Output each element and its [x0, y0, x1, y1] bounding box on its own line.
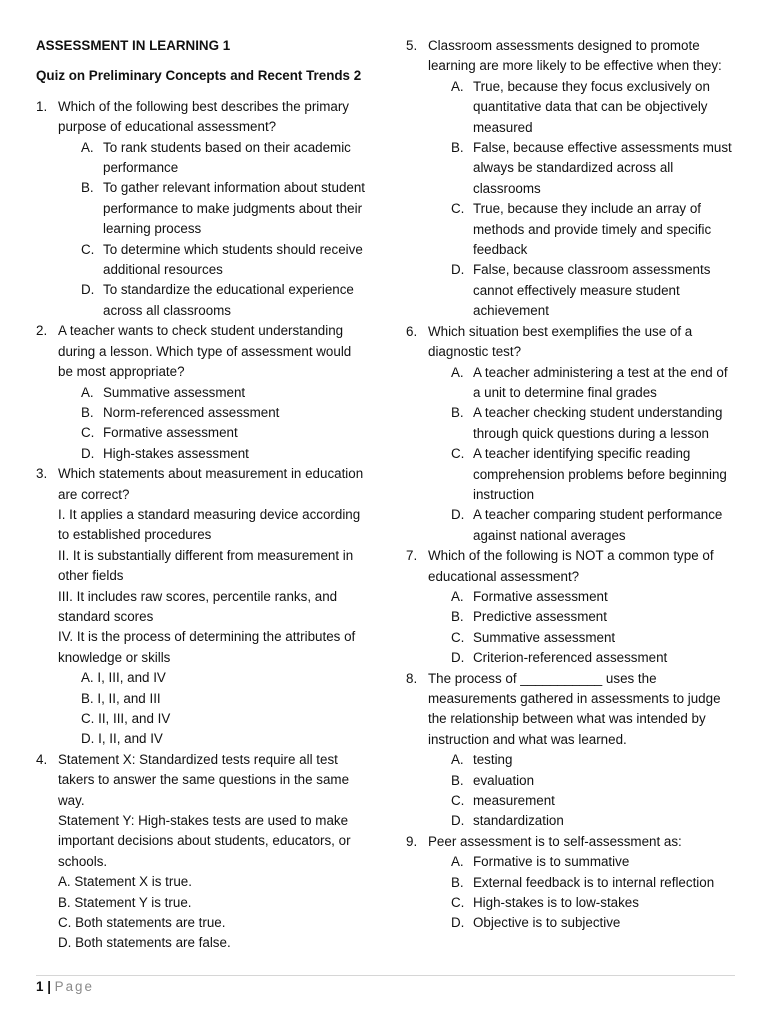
page-footer	[36, 977, 94, 997]
statement-4: IV. It is the process of determining the attributes of knowledge or skills	[58, 629, 356, 665]
question-text: Which of the following best describes the primary purpose of educational assessment?	[58, 98, 350, 135]
question-number: 9.	[406, 833, 418, 849]
question-7	[406, 546, 738, 668]
statement-1: I. It applies a standard measuring device according to established procedures	[58, 506, 361, 543]
statement-y: Statement Y: High-stakes tests are used to make important decisions about students, educators, or schools.	[58, 813, 351, 869]
statement-3: III. It includes raw scores, percentile ranks, and standard scores	[58, 588, 338, 624]
option-a: A. True, because they focus exclusively on quantitative data that can be objectively measured	[451, 78, 710, 135]
footer-separator: |	[47, 979, 51, 994]
option-d: D. False, because classroom assessments cannot effectively measure student achievement	[451, 262, 711, 319]
question-2	[36, 321, 366, 464]
question-text: A teacher wants to check student understanding during a lesson. Which type of assessment would be most appropriate?	[58, 323, 352, 380]
question-5	[406, 36, 738, 322]
option-list	[58, 383, 366, 465]
option-b: B. Statement Y is true.	[58, 894, 192, 910]
option-list	[58, 668, 366, 750]
question-text: Classroom assessments designed to promote learning are more likely to be effective when they:	[428, 38, 722, 74]
option-a: A. A teacher administering a test at the end of a unit to determine final grades	[451, 364, 728, 400]
option-c: C. True, because they include an array of methods and provide timely and specific feedback	[451, 201, 712, 258]
option-b: B. False, because effective assessments must always be standardized across all classrooms	[451, 140, 732, 196]
question-1	[36, 97, 366, 321]
option-list	[428, 750, 738, 832]
left-column	[36, 36, 366, 954]
option-list	[428, 852, 738, 934]
option-c: C. II, III, and IV	[81, 711, 171, 726]
option-a: A. Formative is to summative	[451, 854, 630, 870]
option-list	[428, 363, 738, 547]
option-d: D. Criterion-referenced assessment	[451, 650, 668, 666]
option-d: D. A teacher comparing student performance against national averages	[451, 507, 723, 543]
option-d: D. Both statements are false.	[58, 935, 231, 951]
option-list	[428, 77, 738, 322]
option-b: B. To gather relevant information about student performance to make judgments about their learning process	[81, 180, 366, 237]
option-a: A. testing	[451, 752, 513, 768]
statement-2: II. It is substantially different from measurement in other fields	[58, 547, 354, 584]
question-text: Which situation best exemplifies the use of a diagnostic test?	[428, 323, 693, 360]
question-number: 8.	[406, 670, 418, 686]
question-9	[406, 832, 738, 934]
option-c: C. measurement	[451, 793, 555, 809]
right-column	[406, 36, 738, 934]
question-number: 4.	[36, 751, 48, 767]
question-number: 6.	[406, 323, 418, 339]
option-a: A. Formative assessment	[451, 588, 608, 604]
question-number: 7.	[406, 548, 418, 564]
option-d: D. I, II, and IV	[81, 731, 163, 747]
option-c: C. Formative assessment	[81, 425, 238, 441]
question-number: 3.	[36, 466, 48, 482]
option-a: A. Summative assessment	[81, 384, 246, 400]
option-b: B. Norm-referenced assessment	[81, 404, 280, 420]
option-a: A. I, III, and IV	[81, 670, 166, 686]
question-4	[36, 750, 366, 954]
footer-divider	[36, 975, 735, 976]
option-c: C. To determine which students should receive additional resources	[81, 241, 363, 278]
option-a: A. Statement X is true.	[58, 874, 192, 890]
question-text: Statement X: Standardized tests require all test takers to answer the same questions in the same way.	[58, 751, 350, 808]
question-text: The process of ___________ uses the measurements gathered in assessments to judge the relationship between what was intended by instruction and what was learned.	[428, 670, 721, 747]
question-text: Peer assessment is to self-assessment as:	[428, 833, 682, 849]
option-d: D. To standardize the educational experience across all classrooms	[81, 282, 354, 318]
option-d: D. standardization	[451, 813, 564, 829]
option-b: B. A teacher checking student understanding through quick questions during a lesson	[451, 405, 723, 441]
option-b: B. evaluation	[451, 772, 535, 788]
option-c: C. High-stakes is to low-stakes	[451, 895, 639, 911]
option-c: C. A teacher identifying specific reading comprehension problems before beginning instruction	[451, 446, 727, 502]
page-label: Page	[54, 979, 94, 994]
question-text: Which statements about measurement in education are correct?	[58, 466, 364, 502]
question-number: 2.	[36, 323, 48, 339]
option-a: A. To rank students based on their academic performance	[81, 139, 351, 176]
option-list	[428, 587, 738, 669]
option-b: B. External feedback is to internal reflection	[451, 874, 715, 890]
quiz-subtitle: Quiz on Preliminary Concepts and Recent Trends 2	[36, 68, 362, 84]
question-8	[406, 669, 738, 832]
option-c: C. Both statements are true.	[58, 915, 226, 931]
option-d: D. High-stakes assessment	[81, 445, 249, 461]
question-6	[406, 322, 738, 546]
option-b: B. I, II, and III	[81, 690, 161, 706]
document-title: ASSESSMENT IN LEARNING 1	[36, 38, 231, 53]
question-3	[36, 464, 366, 750]
question-number: 5.	[406, 38, 418, 53]
option-list	[58, 872, 366, 954]
option-list	[58, 138, 366, 322]
option-d: D. Objective is to subjective	[451, 915, 621, 931]
page-number: 1	[36, 979, 44, 994]
question-text: Which of the following is NOT a common type of educational assessment?	[428, 548, 714, 584]
option-c: C. Summative assessment	[451, 629, 616, 645]
option-b: B. Predictive assessment	[451, 609, 607, 625]
question-number: 1.	[36, 98, 48, 114]
